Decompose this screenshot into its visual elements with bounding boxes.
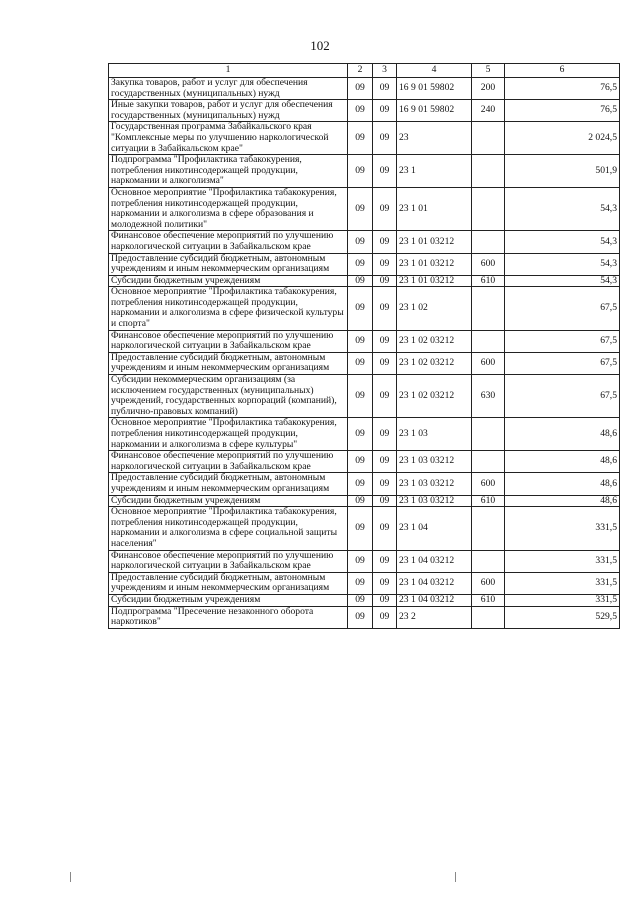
table-row <box>109 606 620 628</box>
cell-target-code: 23 1 04 03212 <box>397 572 472 594</box>
page-number: 102 <box>310 38 330 53</box>
cell-expense-type: 600 <box>472 473 505 495</box>
cell-subsection: 09 <box>373 78 397 100</box>
cell-amount: 54,3 <box>505 253 620 275</box>
header-col-5: 5 <box>472 64 505 78</box>
cell-target-code: 23 1 02 <box>397 287 472 330</box>
cell-section: 09 <box>348 287 373 330</box>
table-row <box>109 451 620 473</box>
cell-section: 09 <box>348 418 373 451</box>
table-header-row <box>109 64 620 78</box>
cell-expense-type: 600 <box>472 352 505 374</box>
cell-name: Основное мероприятие "Профилактика табакокурения, потребления никотинсодержащей продукции, наркомании и алкоголизма в сфере физической культуры и спорта" <box>109 287 348 330</box>
cell-amount: 2 024,5 <box>505 122 620 155</box>
table-row <box>109 572 620 594</box>
cell-subsection: 09 <box>373 451 397 473</box>
cell-expense-type <box>472 418 505 451</box>
cell-subsection: 09 <box>373 550 397 572</box>
cell-target-code: 23 1 01 03212 <box>397 253 472 275</box>
table-row <box>109 78 620 100</box>
cell-target-code: 23 1 04 03212 <box>397 594 472 606</box>
cell-amount: 331,5 <box>505 550 620 572</box>
header-col-1: 1 <box>109 64 348 78</box>
cell-name: Предоставление субсидий бюджетным, автономным учреждениям и иным некоммерческим организациям <box>109 572 348 594</box>
cell-expense-type <box>472 330 505 352</box>
cell-subsection: 09 <box>373 187 397 230</box>
cell-target-code: 23 1 04 <box>397 507 472 550</box>
cell-section: 09 <box>348 253 373 275</box>
cell-amount: 54,3 <box>505 187 620 230</box>
cell-section: 09 <box>348 187 373 230</box>
cell-target-code: 23 1 03 03212 <box>397 473 472 495</box>
cell-amount: 331,5 <box>505 507 620 550</box>
cell-subsection: 09 <box>373 100 397 122</box>
cell-subsection: 09 <box>373 495 397 507</box>
cell-expense-type <box>472 550 505 572</box>
header-col-4: 4 <box>397 64 472 78</box>
table-row <box>109 352 620 374</box>
cell-name: Подпрограмма "Пресечение незаконного оборота наркотиков" <box>109 606 348 628</box>
table-row <box>109 155 620 188</box>
cell-subsection: 09 <box>373 473 397 495</box>
cell-name: Субсидии бюджетным учреждениям <box>109 275 348 287</box>
cell-target-code: 23 1 03 03212 <box>397 451 472 473</box>
table-row <box>109 418 620 451</box>
header-col-6: 6 <box>505 64 620 78</box>
cell-target-code: 23 1 <box>397 155 472 188</box>
cell-amount: 48,6 <box>505 495 620 507</box>
table-row <box>109 100 620 122</box>
cell-subsection: 09 <box>373 231 397 253</box>
table-row <box>109 473 620 495</box>
cell-name: Субсидии бюджетным учреждениям <box>109 495 348 507</box>
cell-expense-type: 200 <box>472 78 505 100</box>
cell-target-code: 23 1 01 03212 <box>397 231 472 253</box>
table-row <box>109 495 620 507</box>
cell-expense-type <box>472 451 505 473</box>
cell-amount: 54,3 <box>505 275 620 287</box>
cell-subsection: 09 <box>373 155 397 188</box>
cell-amount: 67,5 <box>505 352 620 374</box>
cell-target-code: 16 9 01 59802 <box>397 100 472 122</box>
cell-subsection: 09 <box>373 418 397 451</box>
cell-amount: 331,5 <box>505 594 620 606</box>
cell-section: 09 <box>348 495 373 507</box>
cell-amount: 76,5 <box>505 100 620 122</box>
cell-expense-type <box>472 606 505 628</box>
table-row <box>109 187 620 230</box>
cell-expense-type: 610 <box>472 495 505 507</box>
cell-expense-type <box>472 287 505 330</box>
header-col-2: 2 <box>348 64 373 78</box>
cell-expense-type <box>472 122 505 155</box>
cell-expense-type: 610 <box>472 594 505 606</box>
cell-name: Субсидии бюджетным учреждениям <box>109 594 348 606</box>
cell-name: Основное мероприятие "Профилактика табакокурения, потребления никотинсодержащей продукции, наркомании и алкоголизма в сфере культуры" <box>109 418 348 451</box>
cell-target-code: 23 1 01 <box>397 187 472 230</box>
cell-subsection: 09 <box>373 594 397 606</box>
cell-name: Финансовое обеспечение мероприятий по улучшению наркологической ситуации в Забайкальском крае <box>109 550 348 572</box>
cell-target-code: 23 1 02 03212 <box>397 352 472 374</box>
cell-section: 09 <box>348 572 373 594</box>
cell-name: Субсидии некоммерческим организациям (за исключением государственных (муниципальных) учреждений, государственных корпораций (компаний), публично-правовых компаний) <box>109 375 348 418</box>
cell-subsection: 09 <box>373 330 397 352</box>
cell-target-code: 23 <box>397 122 472 155</box>
cell-section: 09 <box>348 330 373 352</box>
cell-name: Предоставление субсидий бюджетным, автономным учреждениям и иным некоммерческим организациям <box>109 253 348 275</box>
table-row <box>109 253 620 275</box>
cell-target-code: 23 1 01 03212 <box>397 275 472 287</box>
cell-target-code: 23 1 02 03212 <box>397 375 472 418</box>
cell-section: 09 <box>348 155 373 188</box>
cell-expense-type: 610 <box>472 275 505 287</box>
scan-mark-left <box>70 872 71 882</box>
cell-subsection: 09 <box>373 572 397 594</box>
cell-section: 09 <box>348 550 373 572</box>
cell-section: 09 <box>348 231 373 253</box>
cell-amount: 501,9 <box>505 155 620 188</box>
cell-subsection: 09 <box>373 122 397 155</box>
cell-amount: 67,5 <box>505 287 620 330</box>
cell-expense-type: 630 <box>472 375 505 418</box>
cell-amount: 48,6 <box>505 473 620 495</box>
budget-table <box>108 63 620 629</box>
cell-expense-type: 240 <box>472 100 505 122</box>
cell-target-code: 16 9 01 59802 <box>397 78 472 100</box>
cell-name: Финансовое обеспечение мероприятий по улучшению наркологической ситуации в Забайкальском крае <box>109 451 348 473</box>
cell-subsection: 09 <box>373 287 397 330</box>
cell-subsection: 09 <box>373 275 397 287</box>
cell-amount: 76,5 <box>505 78 620 100</box>
cell-name: Предоставление субсидий бюджетным, автономным учреждениям и иным некоммерческим организациям <box>109 473 348 495</box>
cell-name: Государственная программа Забайкальского края "Комплексные меры по улучшению наркологической ситуации в Забайкальском крае" <box>109 122 348 155</box>
cell-subsection: 09 <box>373 606 397 628</box>
cell-name: Подпрограмма "Профилактика табакокурения, потребления никотинсодержащей продукции, наркомании и алкоголизма" <box>109 155 348 188</box>
header-col-3: 3 <box>373 64 397 78</box>
cell-amount: 67,5 <box>505 330 620 352</box>
cell-name: Закупка товаров, работ и услуг для обеспечения государственных (муниципальных) нужд <box>109 78 348 100</box>
cell-target-code: 23 2 <box>397 606 472 628</box>
cell-name: Предоставление субсидий бюджетным, автономным учреждениям и иным некоммерческим организациям <box>109 352 348 374</box>
cell-expense-type: 600 <box>472 572 505 594</box>
cell-name: Основное мероприятие "Профилактика табакокурения, потребления никотинсодержащей продукции, наркомании и алкоголизма в сфере образования и молодежной политики" <box>109 187 348 230</box>
cell-name: Финансовое обеспечение мероприятий по улучшению наркологической ситуации в Забайкальском крае <box>109 231 348 253</box>
table-row <box>109 594 620 606</box>
cell-target-code: 23 1 04 03212 <box>397 550 472 572</box>
table-row <box>109 375 620 418</box>
cell-target-code: 23 1 03 03212 <box>397 495 472 507</box>
cell-target-code: 23 1 02 03212 <box>397 330 472 352</box>
table-row <box>109 275 620 287</box>
cell-section: 09 <box>348 451 373 473</box>
cell-name: Иные закупки товаров, работ и услуг для обеспечения государственных (муниципальных) нужд <box>109 100 348 122</box>
cell-section: 09 <box>348 507 373 550</box>
cell-subsection: 09 <box>373 375 397 418</box>
cell-expense-type <box>472 155 505 188</box>
cell-section: 09 <box>348 100 373 122</box>
cell-expense-type <box>472 507 505 550</box>
cell-expense-type <box>472 187 505 230</box>
table-row <box>109 330 620 352</box>
cell-amount: 67,5 <box>505 375 620 418</box>
cell-section: 09 <box>348 606 373 628</box>
cell-amount: 48,6 <box>505 451 620 473</box>
cell-section: 09 <box>348 473 373 495</box>
cell-section: 09 <box>348 78 373 100</box>
table-row <box>109 550 620 572</box>
table-row <box>109 231 620 253</box>
cell-expense-type: 600 <box>472 253 505 275</box>
cell-subsection: 09 <box>373 352 397 374</box>
cell-section: 09 <box>348 594 373 606</box>
cell-target-code: 23 1 03 <box>397 418 472 451</box>
table-row <box>109 287 620 330</box>
cell-section: 09 <box>348 352 373 374</box>
table-row <box>109 122 620 155</box>
scan-mark-right <box>455 872 456 882</box>
cell-subsection: 09 <box>373 507 397 550</box>
table-row <box>109 507 620 550</box>
cell-section: 09 <box>348 275 373 287</box>
cell-amount: 48,6 <box>505 418 620 451</box>
cell-name: Финансовое обеспечение мероприятий по улучшению наркологической ситуации в Забайкальском крае <box>109 330 348 352</box>
cell-subsection: 09 <box>373 253 397 275</box>
cell-amount: 54,3 <box>505 231 620 253</box>
cell-section: 09 <box>348 122 373 155</box>
cell-section: 09 <box>348 375 373 418</box>
cell-amount: 529,5 <box>505 606 620 628</box>
cell-name: Основное мероприятие "Профилактика табакокурения, потребления никотинсодержащей продукции, наркомании и алкоголизма в сфере социальной защиты населения" <box>109 507 348 550</box>
cell-amount: 331,5 <box>505 572 620 594</box>
cell-expense-type <box>472 231 505 253</box>
